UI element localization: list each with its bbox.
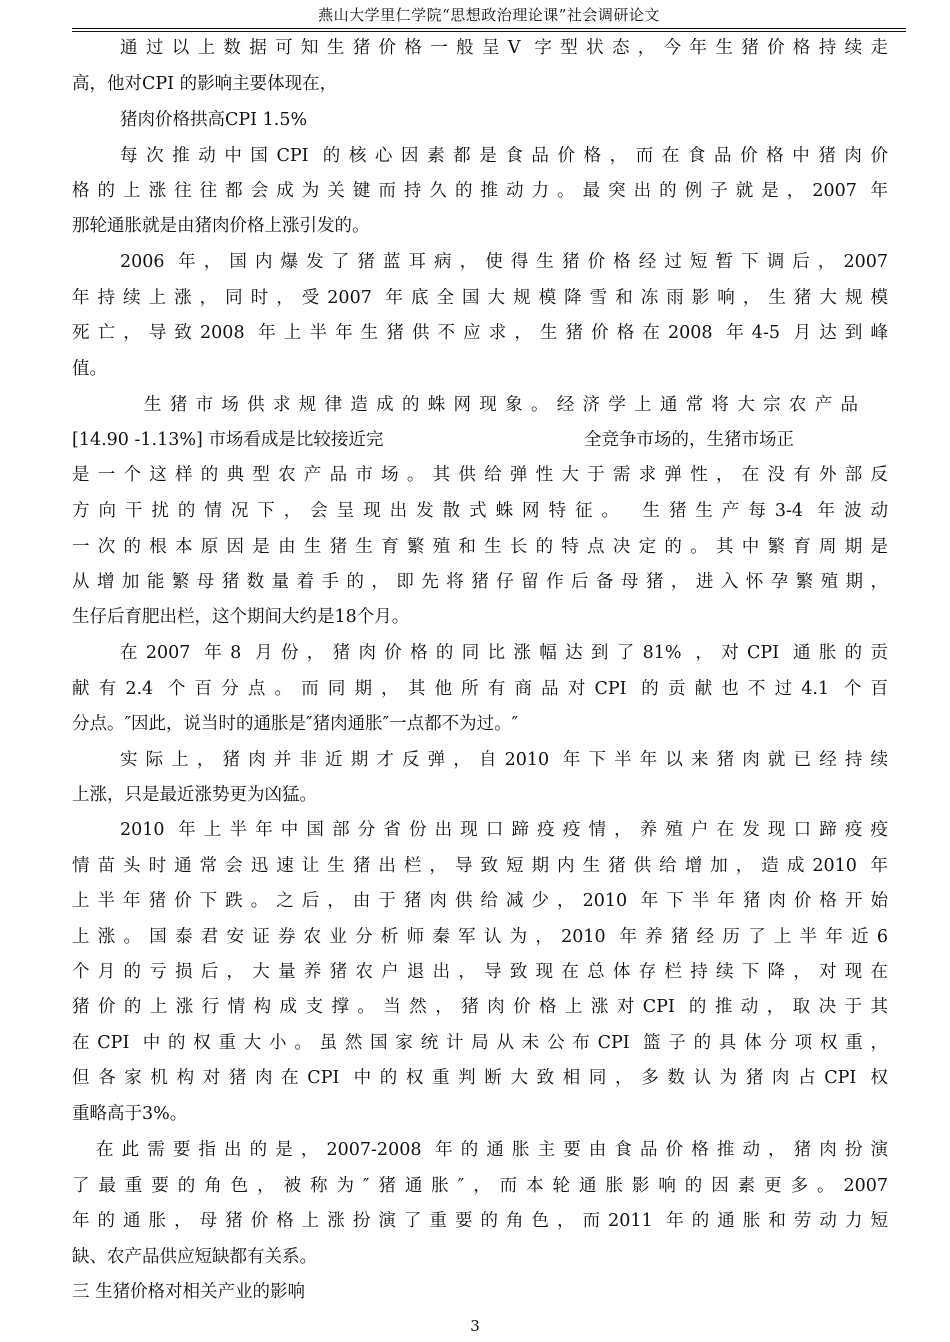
text-line: 在此需要指出的是，2007-2008 年的通胀主要由食品价格推动，猪肉扮演 xyxy=(96,1140,888,1160)
text-line: 上涨，只是最近涨势更为凶猛。 xyxy=(72,785,317,805)
text-line: 在CPI 中的权重大小。虽然国家统计局从未公布CPI 篮子的具体分项权重， xyxy=(72,1033,888,1053)
text-line: 方向干扰的情况下，会呈现出发散式蛛网特征。 生猪生产每3-4 年波动 xyxy=(72,501,888,521)
running-header: 燕山大学里仁学院“思想政治理论课”社会调研论文 xyxy=(318,6,660,24)
text-line: 高，他对CPI 的影响主要体现在， xyxy=(72,74,338,94)
text-line: 2010 年上半年中国部分省份出现口蹄疫疫情，养殖户在发现口蹄疫疫 xyxy=(120,820,888,840)
text-line: 献有2.4 个百分点。而同期，其他所有商品对CPI 的贡献也不过4.1 个百 xyxy=(72,679,888,699)
text-line: 每次推动中国CPI 的核心因素都是食品价格，而在食品价格中猪肉价 xyxy=(120,146,888,166)
text-line: 生猪市场供求规律造成的蛛网现象。经济学上通常将大宗农产品 xyxy=(144,395,858,415)
section-heading: 三 生猪价格对相关产业的影响 xyxy=(72,1282,306,1302)
text-line: 死亡，导致2008 年上半年生猪供不应求，生猪价格在2008 年4-5 月达到峰 xyxy=(72,323,888,343)
text-line: 缺、农产品供应短缺都有关系。 xyxy=(72,1247,317,1267)
text-line: 个月的亏损后，大量养猪农户退出，导致现在总体存栏持续下降，对现在 xyxy=(72,962,888,982)
text-line: 了最重要的角色，被称为″猪通胀″，而本轮通胀影响的因素更多。2007 xyxy=(72,1176,888,1196)
text-line: 实际上，猪肉并非近期才反弹，自2010 年下半年以来猪肉就已经持续 xyxy=(120,750,888,770)
text-line: 猪肉价格拱高CPI 1.5% xyxy=(120,110,308,130)
text-line: 是一个这样的典型农产品市场。其供给弹性大于需求弹性，在没有外部反 xyxy=(72,465,888,485)
text-segment: [14.90 -1.13%] 市场看成是比较接近完 xyxy=(72,430,384,450)
text-line: 情苗头时通常会迅速让生猪出栏，导致短期内生猪供给增加，造成2010 年 xyxy=(72,856,888,876)
text-line: 年持续上涨，同时，受2007 年底全国大规模降雪和冻雨影响，生猪大规模 xyxy=(72,288,888,308)
text-line: 但各家机构对猪肉在CPI 中的权重判断大致相同，多数认为猪肉占CPI 权 xyxy=(72,1068,888,1088)
text-segment: 全竞争市场的，生猪市场正 xyxy=(584,430,794,450)
page-number: 3 xyxy=(470,1317,480,1335)
text-line: 猪价的上涨行情构成支撑。当然，猪肉价格上涨对CPI 的推动，取决于其 xyxy=(72,997,888,1017)
text-line: 一次的根本原因是由生猪生育繁殖和生长的特点决定的。其中繁育周期是 xyxy=(72,537,888,557)
text-line: 年的通胀，母猪价格上涨扮演了重要的角色，而2011 年的通胀和劳动力短 xyxy=(72,1211,888,1231)
text-line: 生仔后育肥出栏，这个期间大约是18个月。 xyxy=(72,607,410,627)
text-line: 上半年猪价下跌。之后，由于猪肉供给减少，2010 年下半年猪肉价格开始 xyxy=(72,891,888,911)
text-line: 通过以上数据可知生猪价格一般呈V 字型状态，今年生猪价格持续走 xyxy=(120,38,888,58)
header-rule-thin xyxy=(72,31,906,32)
text-line xyxy=(72,428,888,452)
text-line: 从增加能繁母猪数量着手的，即先将猪仔留作后备母猪，进入怀孕繁殖期， xyxy=(72,572,888,592)
text-line: 重略高于3%。 xyxy=(72,1104,188,1124)
header-rule xyxy=(72,28,906,29)
text-line: 那轮通胀就是由猪肉价格上涨引发的。 xyxy=(72,216,370,236)
text-line: 分点。″因此，说当时的通胀是″猪肉通胀″一点都不为过。″ xyxy=(72,714,519,734)
text-line: 值。 xyxy=(72,359,107,379)
text-line: 2006 年，国内爆发了猪蓝耳病，使得生猪价格经过短暂下调后，2007 xyxy=(120,252,888,272)
text-line: 在2007 年8 月份，猪肉价格的同比涨幅达到了81% ，对CPI 通胀的贡 xyxy=(120,643,888,663)
text-line: 上涨。国泰君安证券农业分析师秦军认为，2010 年养猪经历了上半年近6 xyxy=(72,927,888,947)
text-line: 格的上涨往往都会成为关键而持久的推动力。最突出的例子就是，2007 年 xyxy=(72,181,888,201)
